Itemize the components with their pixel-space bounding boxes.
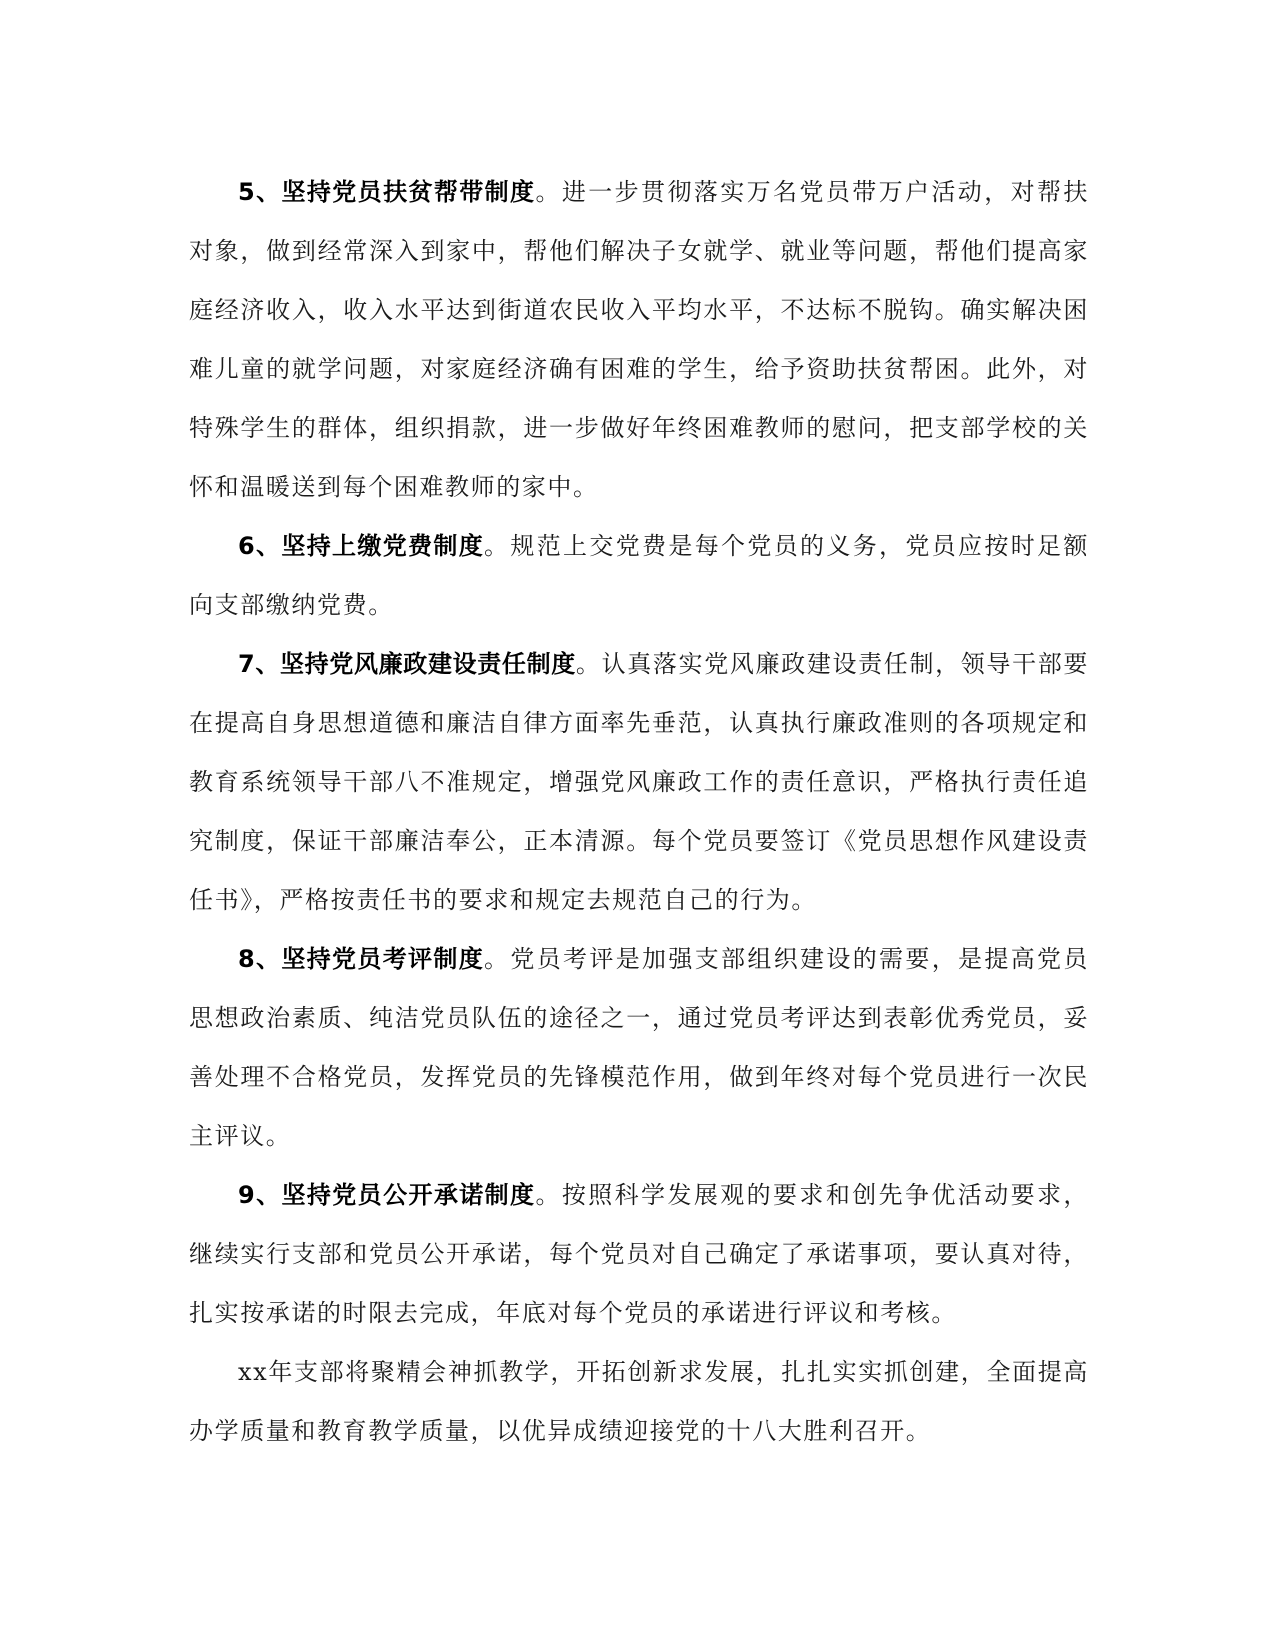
- paragraph-text: 。认真落实党风廉政建设责任制，领导干部要在提高自身思想道德和廉洁自律方面率先垂范，认真执行廉政准则的各项规定和教育系统领导干部八不准规定，增强党风廉政工作的责任意识，严格执行责任追究制度，保证干部廉洁奉公，正本清源。每个党员要签订《党员思想作风建设责任书》，严格按责任书的要求和规定去规范自己的行为。: [189, 650, 1089, 914]
- paragraph-heading: 9、坚持党员公开承诺制度: [238, 1181, 536, 1209]
- paragraph-text: 。党员考评是加强支部组织建设的需要，是提高党员思想政治素质、纯洁党员队伍的途径之一，通过党员考评达到表彰优秀党员，妥善处理不合格党员，发挥党员的先锋模范作用，做到年终对每个党员进行一次民主评议。: [189, 945, 1089, 1150]
- paragraph-heading: 5、坚持党员扶贫帮带制度: [238, 178, 536, 206]
- paragraph-heading: 7、坚持党风廉政建设责任制度: [238, 650, 576, 678]
- paragraph-text: 。规范上交党费是每个党员的义务，党员应按时足额向支部缴纳党费。: [189, 532, 1089, 619]
- paragraph-closing: [189, 1343, 1089, 1461]
- paragraph-member-evaluation: [189, 930, 1089, 1166]
- paragraph-poverty-assistance: [189, 163, 1089, 517]
- paragraph-party-dues: [189, 517, 1089, 635]
- paragraph-heading: 8、坚持党员考评制度: [238, 945, 485, 973]
- paragraph-text: 。按照科学发展观的要求和创先争优活动要求，继续实行支部和党员公开承诺，每个党员对自己确定了承诺事项，要认真对待，扎实按承诺的时限去完成，年底对每个党员的承诺进行评议和考核。: [189, 1181, 1089, 1327]
- paragraph-text: 。进一步贯彻落实万名党员带万户活动，对帮扶对象，做到经常深入到家中，帮他们解决子女就学、就业等问题，帮他们提高家庭经济收入，收入水平达到街道农民收入平均水平，不达标不脱钩。确实解决困难儿童的就学问题，对家庭经济确有困难的学生，给予资助扶贫帮困。此外，对特殊学生的群体，组织捐款，进一步做好年终困难教师的慰问，把支部学校的关怀和温暖送到每个困难教师的家中。: [189, 178, 1089, 501]
- paragraph-text: xx年支部将聚精会神抓教学，开拓创新求发展，扎扎实实抓创建，全面提高办学质量和教育教学质量，以优异成绩迎接党的十八大胜利召开。: [189, 1358, 1089, 1445]
- paragraph-integrity-responsibility: [189, 635, 1089, 930]
- paragraph-heading: 6、坚持上缴党费制度: [238, 532, 485, 560]
- document-body: [189, 163, 1089, 1461]
- paragraph-public-commitment: [189, 1166, 1089, 1343]
